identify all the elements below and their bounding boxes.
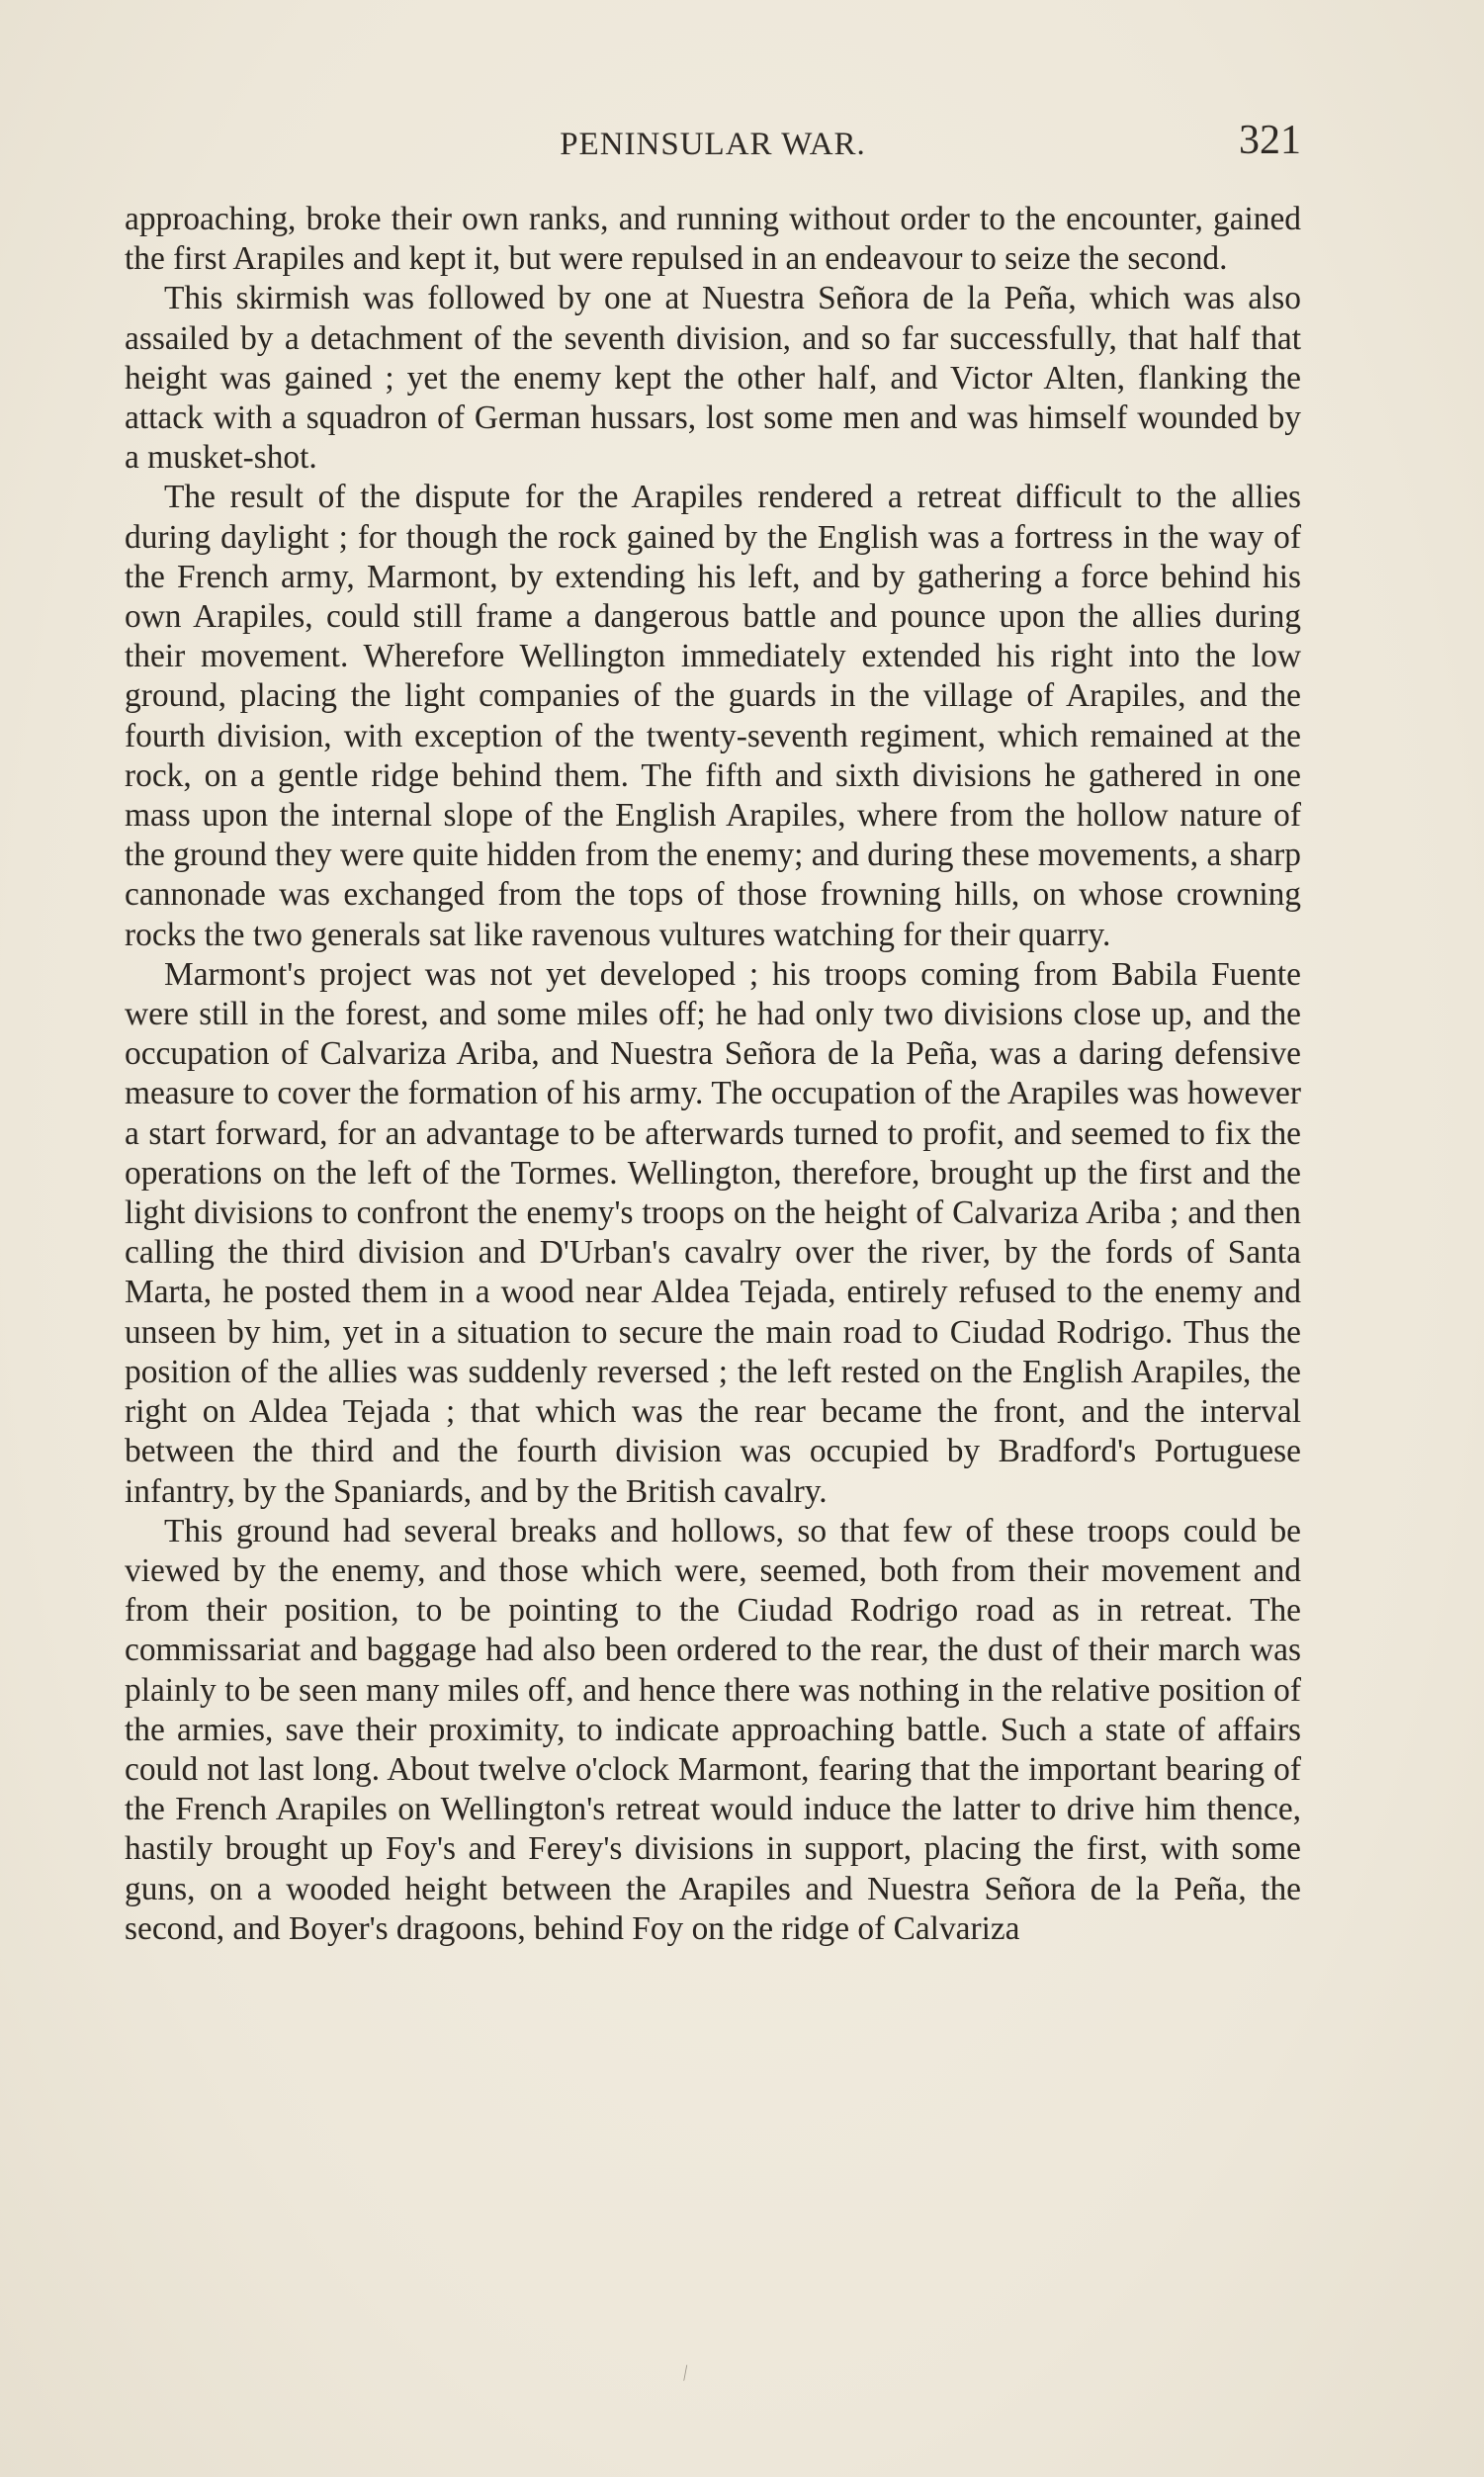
- paragraph-4: Marmont's project was not yet developed ; his troops coming from Babila Fuente were still in the forest, and some miles off; he had only two divisions close up, and the occupation of Calvariza Ariba, and Nuestra Señora de la Peña, was a daring defensive measure to cover the formation of his army. The occupation of the Arapiles was however a start forward, for an advantage to be afterwards turned to profit, and seemed to fix the operations on the left of the Tormes. Wellington, therefore, brought up the first and the light divisions to confront the enemy's troops on the height of Calvariza Ariba ; and then calling the third division and D'Urban's cavalry over the river, by the fords of Santa Marta, he posted them in a wood near Aldea Tejada, entirely refused to the enemy and unseen by him, yet in a situation to secure the main road to Ciudad Rodrigo. Thus the position of the allies was suddenly reversed ; the left rested on the English Arapiles, the right on Aldea Tejada ; that which was the rear became the front, and the interval between the third and the fourth division was occupied by Bradford's Portuguese infantry, by the Spaniards, and by the British cavalry.: [125, 955, 1301, 1510]
- paragraph-2: This skirmish was followed by one at Nuestra Señora de la Peña, which was also assailed by a detachment of the seventh division, and so far successfully, that half that height was gained ; yet the enemy kept the other half, and Victor Alten, flanking the attack with a squadron of German hussars, lost some men and was himself wounded by a musket-shot.: [125, 280, 1301, 477]
- paragraph-3: The result of the dispute for the Arapiles rendered a retreat difficult to the allies during daylight ; for though the rock gained by the English was a fortress in the way of the French army, Marmont, by extending his left, and by gathering a force behind his own Arapiles, could still frame a dangerous battle and pounce upon the allies during their movement. Wherefore Wellington immediately extended his right into the low ground, placing the light companies of the guards in the village of Arapiles, and the fourth division, with exception of the twenty-seventh regiment, which remained at the rock, on a gentle ridge behind them. The fifth and sixth divisions he gathered in one mass upon the internal slope of the English Arapiles, where from the hollow nature of the ground they were quite hidden from the enemy; and during these movements, a sharp cannonade was exchanged from the tops of those frowning hills, on whose crowning rocks the two generals sat like ravenous vultures watching for their quarry.: [125, 479, 1301, 953]
- paragraph-1: approaching, broke their own ranks, and running without order to the encounter, gained the first Arapiles and kept it, but were repulsed in an endeavour to seize the second.: [125, 201, 1301, 278]
- ink-mark: ⁄: [679, 2362, 692, 2384]
- page-number: 321: [1239, 118, 1301, 163]
- running-head: PENINSULAR WAR.: [560, 127, 866, 162]
- body-text: [125, 200, 1301, 1949]
- page-header: [125, 117, 1301, 176]
- paragraph-5: This ground had several breaks and hollows, so that few of these troops could be viewed by the enemy, and those which were, seemed, both from their movement and from their position, to be pointing to the Ciudad Rodrigo road as in retreat. The commissariat and baggage had also been ordered to the rear, the dust of their march was plainly to be seen many miles off, and hence there was nothing in the relative position of the armies, save their proximity, to indicate approaching battle. Such a state of affairs could not last long. About twelve o'clock Marmont, fearing that the important bearing of the French Arapiles on Wellington's retreat would induce the latter to drive him thence, hastily brought up Foy's and Ferey's divisions in support, placing the first, with some guns, on a wooded height between the Arapiles and Nuestra Señora de la Peña, the second, and Boyer's dragoons, behind Foy on the ridge of Calvariza: [125, 1512, 1301, 1947]
